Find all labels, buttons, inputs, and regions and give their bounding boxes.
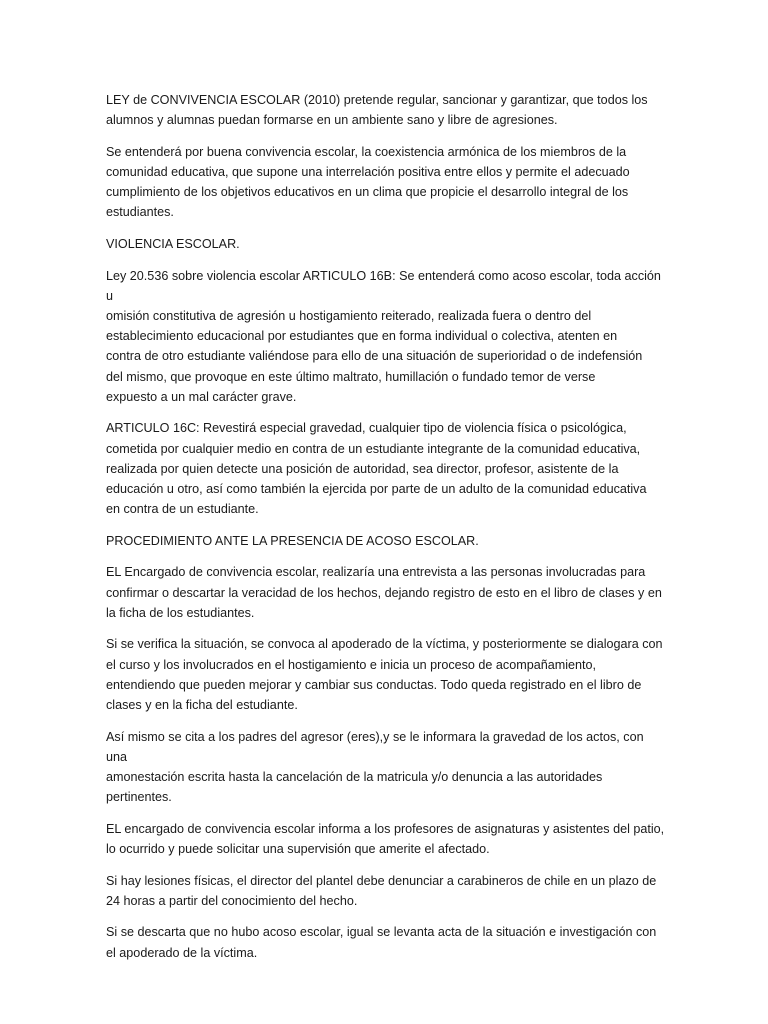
paragraph-buena-convivencia: Se entenderá por buena convivencia escolar, la coexistencia armónica de los miembros de la comunidad educativa, que supone una interrelación positiva entre ellos y permite el adecuado cumplimiento de los objetivos educativos en un clima que propicie el desarrollo integral de los estudiantes. bbox=[106, 144, 630, 220]
document-body bbox=[106, 90, 666, 974]
paragraph-articulo-16c: ARTICULO 16C: Revestirá especial gravedad, cualquier tipo de violencia física o psicológica, cometida por cualquier medio en contra de un estudiante integrante de la comunidad educativa, realizada por quien detecte una posición de autoridad, sea director, profesor, asistente de la educación u otro, así como también la ejercida por parte de un adulto de la comunidad educativa en contra de un estudiante. bbox=[106, 421, 647, 517]
paragraph-padres-agresor: Así mismo se cita a los padres del agresor (eres),y se le informara la gravedad de los actos, con una amonestación escrita hasta la cancelación de la matricula y/o denuncia a las autoridades pertinentes. bbox=[106, 729, 644, 805]
paragraph-verifica-situacion: Si se verifica la situación, se convoca al apoderado de la víctima, y posteriormente se dialogara con el curso y los involucrados en el hostigamiento e inicia un proceso de acompañamiento, entendiendo que pueden mejorar y cambiar sus conductas. Todo queda registrado en el libro de clases y en la ficha del estudiante. bbox=[106, 637, 663, 713]
heading-violencia-escolar: VIOLENCIA ESCOLAR. bbox=[106, 237, 240, 251]
paragraph-descarta-acoso: Si se descarta que no hubo acoso escolar, igual se levanta acta de la situación e investigación con el apoderado de la víctima. bbox=[106, 925, 657, 960]
paragraph-encargado-entrevista: EL Encargado de convivencia escolar, realizaría una entrevista a las personas involucradas para confirmar o descartar la veracidad de los hechos, dejando registro de esto en el libro de clases y en la ficha de los estudiantes. bbox=[106, 565, 662, 620]
paragraph-lesiones-fisicas: Si hay lesiones físicas, el director del plantel debe denunciar a carabineros de chile en un plazo de 24 horas a partir del conocimiento del hecho. bbox=[106, 873, 657, 908]
paragraph-informa-profesores: EL encargado de convivencia escolar informa a los profesores de asignaturas y asistentes del patio, lo ocurrido y puede solicitar una supervisión que amerite el afectado. bbox=[106, 821, 665, 857]
heading-procedimiento: PROCEDIMIENTO ANTE LA PRESENCIA DE ACOSO ESCOLAR. bbox=[106, 533, 479, 548]
paragraph-articulo-16b: Ley 20.536 sobre violencia escolar ARTICULO 16B: Se entenderá como acoso escolar, toda acción u omisión constitutiva de agresión u hostigamiento reiterado, realizada fuera o dentro del establecimiento educacional por estudiantes que en forma individual o colectiva, atenten en contra de otro estudiante valiéndose para ello de una situación de superioridad o de indefensión del mismo, que provoque en este último maltrato, humillación o fundado temor de verse expuesto a un mal carácter grave. bbox=[106, 268, 661, 404]
paragraph-ley-convivencia: LEY de CONVIVENCIA ESCOLAR (2010) pretende regular, sancionar y garantizar, que todos los alumnos y alumnas puedan formarse en un ambiente sano y libre de agresiones. bbox=[106, 93, 648, 128]
